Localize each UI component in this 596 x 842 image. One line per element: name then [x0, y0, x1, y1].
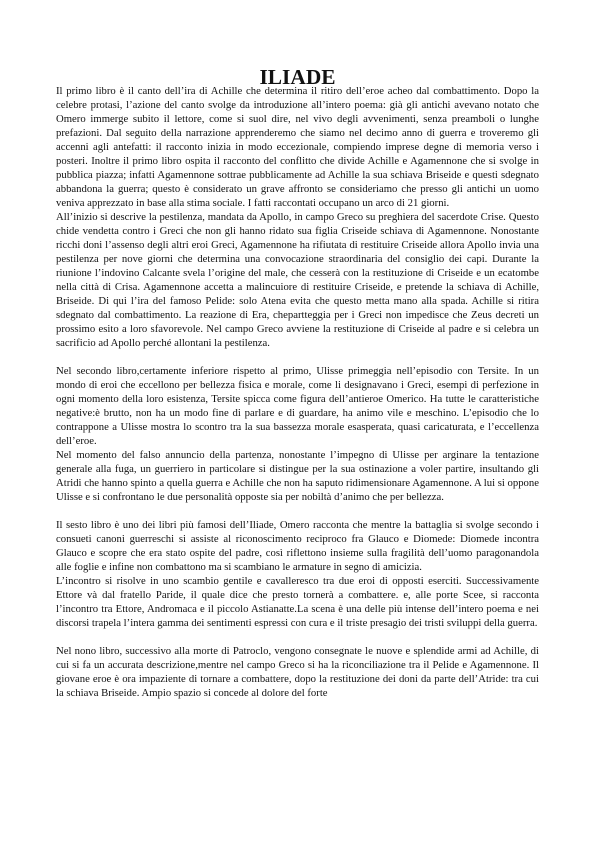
- paragraph-book-one-plague: All’inizio si descrive la pestilenza, mandata da Apollo, in campo Greco su preghiera del sacerdote Crise. Questo chide vendetta contro i Greci che non gli hanno ridato sua figlia Criseide schiava di Agamennone. Nonostante ricchi doni l’assenso degli altri eroi Greci, Agamennone ha rifiutata di restituire Criseide allora Apollo invia una pestilenza per nove giorni che determina una convocazione straordinaria del consiglio dei capi. Durante la riunione l’indovino Calcante svela l’origine del male, che cesserà con la restituzione di Criseide e un ecatombe nella città di Crisa. Agamennone accetta a malincuiore di restituire Criseide, e pretende la schiava di Achille, Briseide. Di qui l’ira del famoso Pelide: solo Atena evita che questo metta mano alla spada. Achille si ritira sdegnato dal combattimento. La reazione di Era, chepartteggia per i Greci non impedisce che Zeus decreti un prossimo esito a loro sfavorevole. Nel campo Greco avviene la restituzione di Criseide al padre e si celebra un sacrificio ad Apollo perché allontani la pestilenza.: [56, 211, 539, 349]
- paragraph-gap: [56, 350, 539, 364]
- paragraph-book-six-ettore: L’incontro si risolve in uno scambio gentile e cavalleresco tra due eroi di opposti eserciti. Successivamente Ettore và dal fratello Paride, il quale dice che presto tornerà a combattere. e, alle porte Scee, si racconta l’incontro tra Ettore, Andromaca e il piccolo Astianatte.La scena è una delle più intense dell’intero poema e nei discorsi trapela l’intera gamma dei sentimenti espressi con cura e il triste presagio dei tristi sviluppi della guerra.: [56, 575, 539, 629]
- paragraph-book-two-tersite: Nel secondo libro,certamente inferiore rispetto al primo, Ulisse primeggia nell’episodio con Tersite. In un mondo di eroi che eccellono per bellezza fisica e morale, come li designavano i Greci, esempi di perfezione in ogni momento della loro esistenza, Tersite spicca come figura dell’antieroe Omerico. Ha tutte le caratteristiche negative:è brutto, non ha un modo fine di parlare e di guardare, ha animo vile e meschino. L’episodio che lo contrappone a Ulisse mostra lo scontro tra la sua bassezza morale esasperata, quasi caricaturata, e l’eccellenza dell’eroe.: [56, 365, 539, 447]
- document-page: [56, 65, 539, 700]
- paragraph-book-nine: Nel nono libro, successivo alla morte di Patroclo, vengono consegnate le nuove e splendide armi ad Achille, di cui si fa un accurata descrizione,mentre nel campo Greco si ha la riconciliazione tra il Pelide e Agamennone. Il giovane eroe è ora impaziente di tornare a combattere, dopo la restituzione dei doni da parte dell’Atride: tra cui la schiava Briseide. Ampio spazio si concede al dolore del forte: [56, 645, 539, 699]
- paragraph-gap: [56, 504, 539, 518]
- paragraph-book-one-intro: Il primo libro è il canto dell’ira di Achille che determina il ritiro dell’eroe acheo dal combattimento. Dopo la celebre protasi, l’azione del canto svolge da introduzione all’intero poema: già gli antichi avevano notato che Omero immerge subito il lettore, come si suol dire, nel vivo degli avvenimenti, senza preamboli o lunghe prefazioni. Dal seguito della narrazione apprenderemo che siamo nel decimo anno di guerra e troveremo gli accenni agli antefatti: il racconto inizia in modo eccezionale, compiendo imprese degne di memoria verso i posteri. Inoltre il primo libro ospita il racconto del conflitto che divide Achille e Agamennone che si svolge in pubblica piazza; infatti Agamennone sottrae pubblicamente ad Achille la sua schiava Briseide e questi sdegnato abbandona la guerra; questo è considerato un grave affronto se consideriamo che presso gli antichi un uomo veniva apprezzato in base alla stima sociale. I fatti raccontati occupano un arco di 21 giorni.: [56, 85, 539, 209]
- paragraph-gap: [56, 630, 539, 644]
- document-title: ILIADE: [259, 65, 336, 89]
- paragraph-book-six-glauco-diomede: Il sesto libro è uno dei libri più famosi dell’Iliade, Omero racconta che mentre la battaglia si svolge secondo i consueti canoni guerreschi si assiste al riconoscimento reciproco fra Glauco e Diomede: Diomede incontra Glauco e scopre che era stato ospite del padre, così riflettono insieme sulla fragilità dell’uomo paragonandola alle foglie e infine non combattono ma si scambiano le armature in segno di amicizia.: [56, 519, 539, 573]
- paragraph-book-two-departure: Nel momento del falso annuncio della partenza, nonostante l’impegno di Ulisse per arginare la tentazione generale alla fuga, un guerriero in particolare si distingue per la sua ostinazione a voler partire, insultando gli Atridi che hanno spinto a quella guerra e Achille che non ha saputo ridimensionare Agamennone. A lui si oppone Ulisse e si confrontano le due personalità opposte sia per nobiltà d’animo che per bellezza.: [56, 449, 539, 503]
